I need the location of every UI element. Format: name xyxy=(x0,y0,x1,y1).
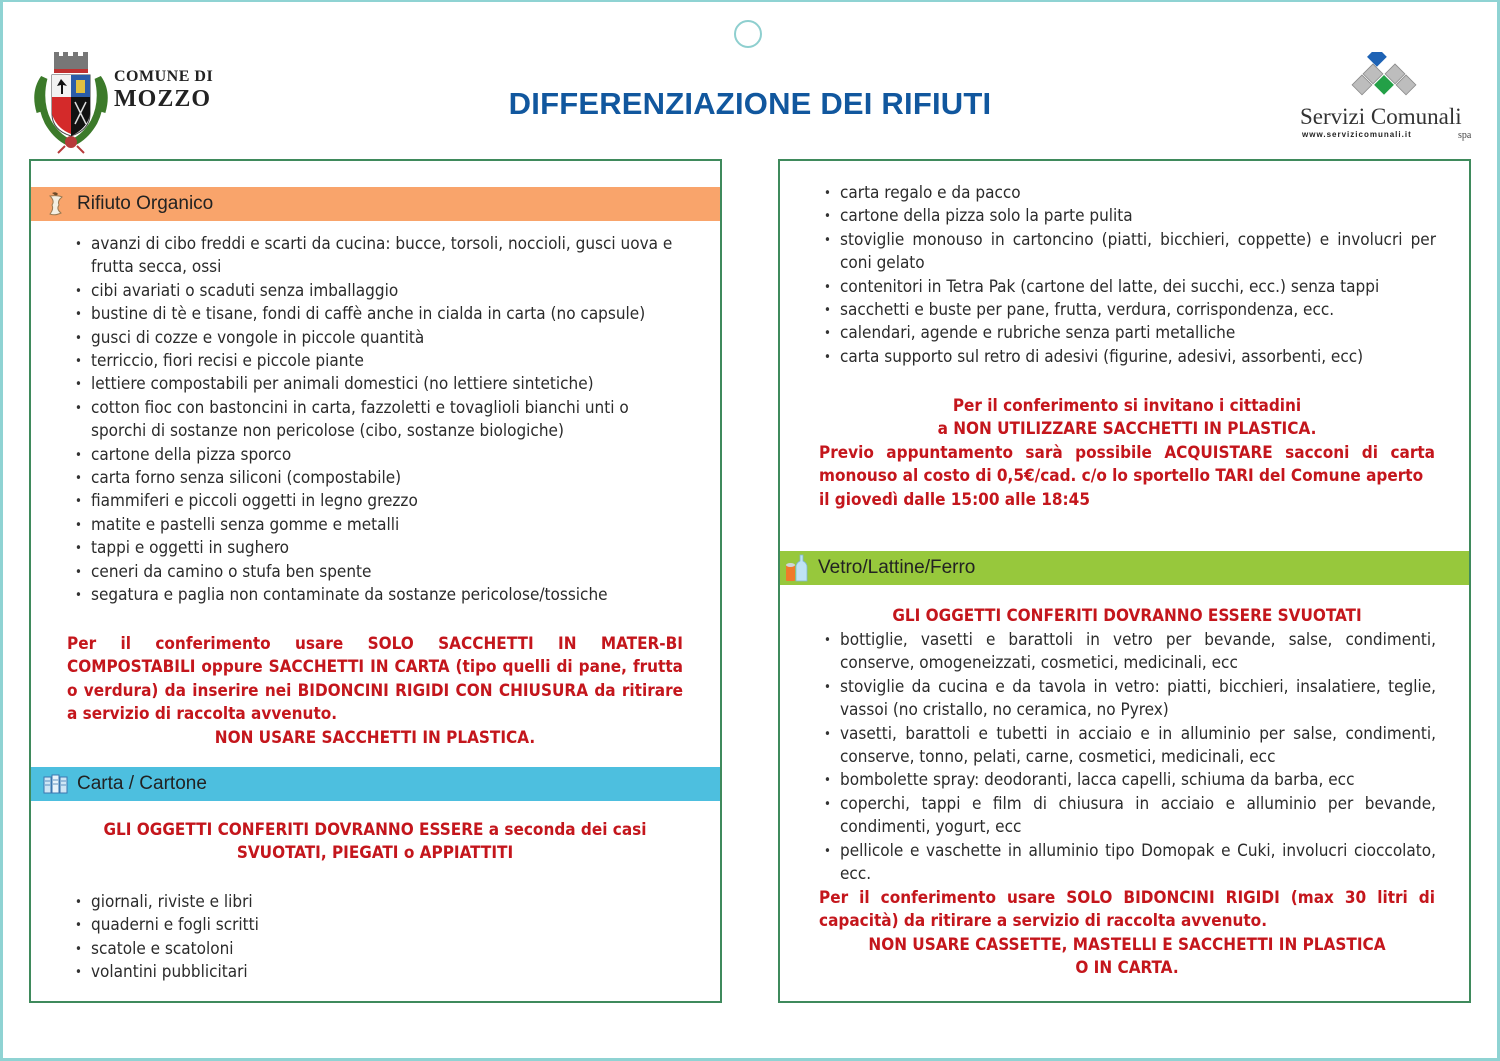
paper-stack-icon xyxy=(43,771,69,797)
list-item: • stoviglie da cucina e da tavola in vetro: piatti, bicchieri, insalatiere, teglie, vassoi (no cristallo, no ceramica, no Pyrex) xyxy=(824,676,1436,723)
list-item: • fiammiferi e piccoli oggetti in legno grezzo xyxy=(75,490,687,513)
list-item: • cartone della pizza solo la parte pulita xyxy=(824,205,1436,228)
paper-notice-body: Previo appuntamento sarà possibile ACQUISTARE sacconi di carta monouso al costo di 0,5€/cad. c/o lo sportello TARI del Comune aperto xyxy=(819,442,1435,487)
paper-intro xyxy=(67,819,683,866)
list-item: • carta supporto sul retro di adesivi (figurine, adesivi, assorbenti, ecc) xyxy=(824,346,1436,369)
list-item: • coperchi, tappi e film di chiusura in acciaio e alluminio per bevande, condimenti, yogurt, ecc xyxy=(824,793,1436,840)
glass-notice-emphasis-line2: O IN CARTA. xyxy=(1075,958,1179,979)
list-item: • cibi avariati o scaduti senza imballaggio xyxy=(75,280,687,303)
list-item: • cotton fioc con bastoncini in carta, fazzoletti e tovaglioli bianchi unti o sporchi di sostanze non pericolose (cibo, sostanze biologiche) xyxy=(75,397,687,444)
glass-items-list xyxy=(824,629,1436,886)
company-name: Servizi Comunali xyxy=(1300,104,1462,129)
list-item: • calendari, agende e rubriche senza parti metalliche xyxy=(824,322,1436,345)
list-item: • carta forno senza siliconi (compostabile) xyxy=(75,467,687,490)
section-title-glass: Vetro/Lattine/Ferro xyxy=(818,557,976,578)
paper-intro-line1: GLI OGGETTI CONFERITI DOVRANNO ESSERE a seconda dei casi xyxy=(103,820,647,840)
section-title-paper: Carta / Cartone xyxy=(77,773,207,794)
glass-intro-text: GLI OGGETTI CONFERITI DOVRANNO ESSERE SVUOTATI xyxy=(892,606,1362,626)
right-panel xyxy=(778,159,1471,1003)
list-item: • giornali, riviste e libri xyxy=(75,891,687,914)
glass-notice xyxy=(819,887,1435,981)
organic-items-list xyxy=(75,233,687,608)
list-item: • stoviglie monouso in cartoncino (piatti, bicchieri, coppette) e involucri per coni gelato xyxy=(824,229,1436,276)
list-item: • bombolette spray: deodoranti, lacca capelli, schiuma da barba, ecc xyxy=(824,769,1436,792)
section-header-organic xyxy=(31,187,720,221)
list-item: • avanzi di cibo freddi e scarti da cucina: bucce, torsoli, noccioli, gusci uova e frutta secca, ossi xyxy=(75,233,687,280)
list-item: • gusci di cozze e vongole in piccole quantità xyxy=(75,327,687,350)
municipality-label: COMUNE DI xyxy=(114,68,214,85)
municipality-name: MOZZO xyxy=(114,86,212,112)
list-item: • pellicole e vaschette in alluminio tipo Domopak e Cuki, involucri cioccolato, ecc. xyxy=(824,840,1436,887)
company-url[interactable]: www.servizicomunali.it xyxy=(1302,130,1412,139)
paper-notice-hours: il giovedì dalle 15:00 alle 18:45 xyxy=(819,489,1090,510)
glass-notice-text: Per il conferimento usare SOLO BIDONCINI RIGIDI (max 30 litri di capacità) da ritirare a servizio di raccolta avvenuto. xyxy=(819,888,1435,932)
paper-notice-line1: Per il conferimento si invitano i cittadini xyxy=(952,396,1302,416)
paper-notice-line2: a NON UTILIZZARE SACCHETTI IN PLASTICA. xyxy=(937,419,1317,440)
section-title-organic: Rifiuto Organico xyxy=(77,193,214,214)
organic-notice xyxy=(67,633,683,750)
list-item: • bottiglie, vasetti e barattoli in vetro per bevande, salse, condimenti, conserve, omogeneizzati, cosmetici, medicinali, ecc xyxy=(824,629,1436,676)
list-item: • contenitori in Tetra Pak (cartone del latte, dei succhi, ecc.) senza tappi xyxy=(824,276,1436,299)
list-item: • ceneri da camino o stufa ben spente xyxy=(75,561,687,584)
list-item: • segatura e paglia non contaminate da sostanze pericolose/tossiche xyxy=(75,584,687,607)
list-item: • quaderni e fogli scritti xyxy=(75,914,687,937)
glass-notice-emphasis-line1: NON USARE CASSETTE, MASTELLI E SACCHETTI IN PLASTICA xyxy=(868,934,1386,955)
list-item: • terriccio, fiori recisi e piccole piante xyxy=(75,350,687,373)
paper-notice xyxy=(819,395,1435,512)
glass-intro xyxy=(819,605,1435,628)
page-title: DIFFERENZIAZIONE DEI RIFIUTI xyxy=(508,86,992,121)
list-item: • carta regalo e da pacco xyxy=(824,182,1436,205)
company-diamond-icon xyxy=(1342,52,1426,104)
bottle-can-icon xyxy=(784,555,810,581)
list-item: • lettiere compostabili per animali domestici (no lettiere sintetiche) xyxy=(75,373,687,396)
hang-hole xyxy=(734,20,762,48)
list-item: • bustine di tè e tisane, fondi di caffè anche in cialda in carta (no capsule) xyxy=(75,303,687,326)
paper-items-list xyxy=(75,891,687,985)
organic-notice-text: Per il conferimento usare SOLO SACCHETTI IN MATER-BI COMPOSTABILI oppure SACCHETTI IN CARTA (tipo quelli di pane, frutta o verdura) da inserire nei BIDONCINI RIGIDI CON CHIUSURA da ritirare a servizio di raccolta avvenuto. xyxy=(67,634,683,725)
section-header-glass xyxy=(780,551,1469,585)
company-logo xyxy=(1292,50,1482,145)
list-item: • vasetti, barattoli e tubetti in acciaio e in alluminio per salse, condimenti, conserve, tonno, pelati, carne, cosmetici, medicinali, ecc xyxy=(824,723,1436,770)
section-header-paper xyxy=(31,767,720,801)
company-suffix: spa xyxy=(1458,130,1472,141)
list-item: • volantini pubblicitari xyxy=(75,961,687,984)
paper-items-list-continued xyxy=(824,182,1436,369)
organic-notice-emphasis: NON USARE SACCHETTI IN PLASTICA. xyxy=(214,727,536,748)
paper-intro-line2: SVUOTATI, PIEGATI o APPIATTITI xyxy=(236,843,514,864)
list-item: • cartone della pizza sporco xyxy=(75,444,687,467)
apple-core-icon xyxy=(43,191,69,217)
left-panel xyxy=(29,159,722,1003)
list-item: • tappi e oggetti in sughero xyxy=(75,537,687,560)
list-item: • scatole e scatoloni xyxy=(75,938,687,961)
list-item: • sacchetti e buste per pane, frutta, verdura, corrispondenza, ecc. xyxy=(824,299,1436,322)
list-item: • matite e pastelli senza gomme e metalli xyxy=(75,514,687,537)
